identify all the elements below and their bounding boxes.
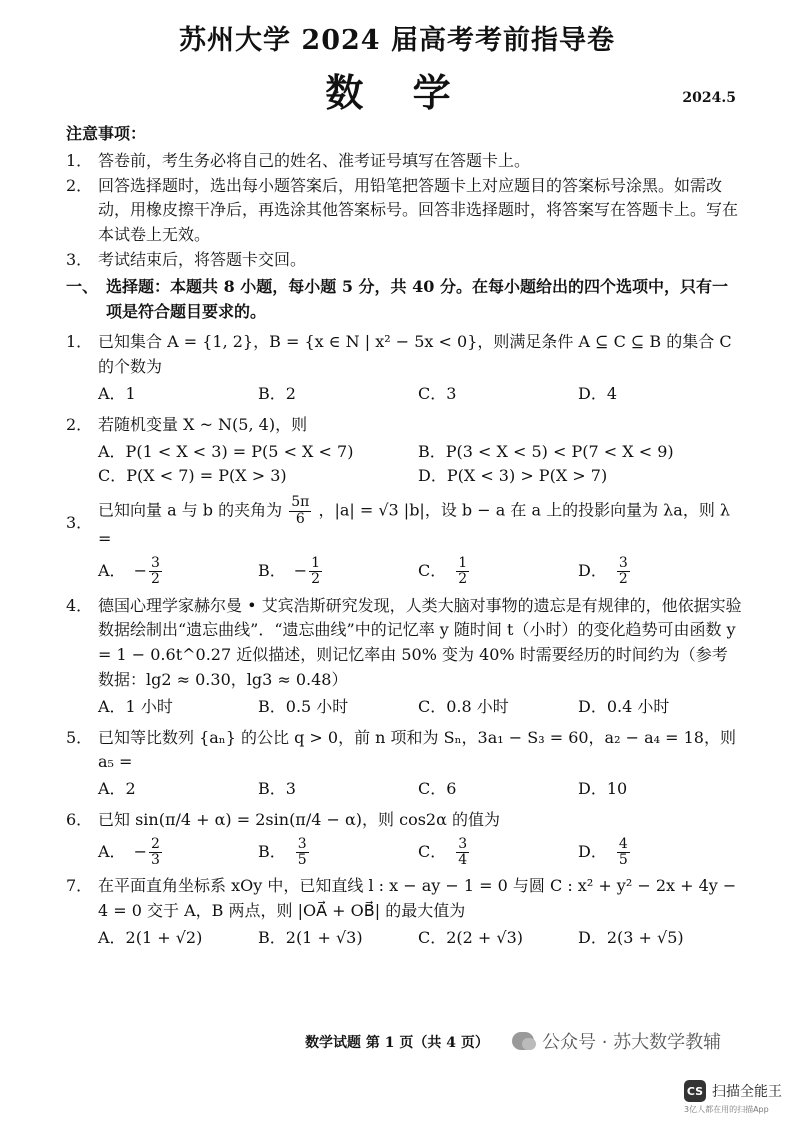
- scanner-brand: [684, 1080, 782, 1102]
- scanner-brand-name: 扫描全能王: [712, 1084, 782, 1100]
- option-sign: −: [133, 561, 147, 581]
- exam-date: 2024.5: [682, 90, 736, 106]
- camscanner-logo-icon: CS: [684, 1080, 706, 1102]
- notice-number: 2．: [66, 175, 93, 195]
- fraction-denominator: 4: [458, 852, 468, 869]
- exam-body: [66, 122, 742, 951]
- question-number: 2．: [66, 414, 93, 434]
- fraction-numerator: 2: [150, 835, 160, 852]
- section-number: 一、: [66, 276, 99, 296]
- stem-part: ，|a| = √3 |b|，设 b − a 在 a 上的投影向量为 λa，则 λ =: [98, 500, 731, 548]
- fraction-numerator: 5π: [291, 494, 310, 511]
- question-number: 3．: [66, 513, 93, 533]
- stem-part: 已知向量 a 与 b 的夹角为: [98, 500, 283, 520]
- option-b: B．0.5 小时: [258, 696, 349, 716]
- option-fraction: [456, 837, 469, 869]
- option-d: D．2(3 + √5): [578, 928, 684, 948]
- question-stem: [98, 495, 742, 552]
- option-a: A．2(1 + √2): [98, 928, 203, 948]
- option-d: D．10: [578, 779, 628, 799]
- fraction-numerator: 3: [297, 835, 307, 852]
- notice-text: 答卷前，考生务必将自己的姓名、准考证号填写在答题卡上。: [98, 150, 531, 170]
- option-a: [98, 837, 258, 869]
- question-number: 5．: [66, 727, 93, 747]
- option-label: A．: [98, 842, 126, 862]
- option-fraction: [149, 556, 162, 588]
- option-c: [418, 837, 578, 869]
- option-b: [258, 556, 418, 588]
- option-c: C．0.8 小时: [418, 696, 509, 716]
- option-label: B．: [258, 561, 286, 581]
- question-number: 6．: [66, 809, 93, 829]
- option-d: [578, 837, 738, 869]
- option-a: A．2: [98, 779, 136, 799]
- exam-title: 苏州大学 2024 届高考考前指导卷: [179, 25, 615, 56]
- question-stem: 已知 sin(π/4 + α) = 2sin(π/4 − α)，则 cos2α 的值为: [98, 809, 500, 829]
- question-stem: 在平面直角坐标系 xOy 中，已知直线 l : x − ay − 1 = 0 与圆 C : x² + y² − 2x + 4y − 4 = 0 交于 A，B 两点，则 |OA⃗ + OB⃗| 的最大值为: [98, 876, 737, 921]
- question-stem: 已知集合 A = {1, 2}，B = {x ∈ N | x² − 5x < 0}，则满足条件 A ⊆ C ⊆ B 的集合 C 的个数为: [98, 332, 732, 377]
- question-3: [66, 495, 742, 587]
- option-d: D．P(X < 3) > P(X > 7): [418, 466, 608, 486]
- scanner-tagline: 3亿人都在用的扫描App: [684, 1105, 769, 1114]
- option-b: [258, 837, 418, 869]
- option-label: C．: [418, 561, 447, 581]
- notice-item: [66, 248, 742, 273]
- notice-item: [66, 149, 742, 174]
- option-c: [418, 556, 578, 588]
- fraction-denominator: 2: [458, 571, 468, 588]
- page-footer: 数学试题 第 1 页（共 4 页）: [305, 1035, 489, 1051]
- question-stem: 已知等比数列 {aₙ} 的公比 q > 0，前 n 项和为 Sₙ，3a₁ − S₃ = 60，a₂ − a₄ = 18，则 a₅ =: [98, 727, 736, 772]
- question-6: [66, 808, 742, 869]
- notice-text: 回答选择题时，选出每小题答案后，用铅笔把答题卡上对应题目的答案标号涂黑。如需改动，用橡皮擦干净后，再选涂其他答案标号。回答非选择题时，将答案写在答题卡上。写在本试卷上无效。: [98, 175, 739, 245]
- notice-heading: 注意事项：: [66, 124, 147, 143]
- notice-item: [66, 174, 742, 248]
- option-c: C．P(X < 7) = P(X > 3): [98, 466, 287, 486]
- option-fraction: [617, 837, 630, 869]
- option-fraction: [617, 556, 630, 588]
- fraction-denominator: 5: [618, 852, 628, 869]
- option-a: [98, 556, 258, 588]
- fraction-numerator: 1: [458, 554, 468, 571]
- option-b: B．3: [258, 779, 296, 799]
- question-1: [66, 330, 742, 406]
- question-2: [66, 413, 742, 489]
- option-a: A．1 小时: [98, 696, 173, 716]
- question-7: [66, 874, 742, 950]
- option-c: C．2(2 + √3): [418, 928, 524, 948]
- option-fraction: [296, 837, 309, 869]
- fraction-numerator: 1: [311, 554, 321, 571]
- option-label: A．: [98, 561, 126, 581]
- section-heading: [66, 275, 742, 325]
- wechat-icon: [512, 1032, 534, 1050]
- option-d: D．4: [578, 383, 618, 403]
- notice-number: 3．: [66, 249, 93, 269]
- option-c: C．6: [418, 779, 457, 799]
- fraction-denominator: 2: [150, 571, 160, 588]
- question-stem: 若随机变量 X ~ N(5, 4)，则: [98, 414, 308, 434]
- option-a: A．1: [98, 383, 136, 403]
- option-sign: −: [293, 561, 308, 581]
- question-stem: 德国心理学家赫尔曼 • 艾宾浩斯研究发现，人类大脑对事物的遗忘是有规律的，他依据实验数据绘制出“遗忘曲线”．“遗忘曲线”中的记忆率 y 随时间 t（小时）的变化趋势可由函数 y = 1 − 0.6t^0.27 近似描述，则记忆率由 50% 变为 40% 时需要经历的时间约为（参考数据：lg2 ≈ 0.30，lg3 ≈ 0.48）: [98, 595, 742, 689]
- option-label: C．: [418, 842, 447, 862]
- option-label: D．: [578, 561, 607, 581]
- wechat-watermark-text: 公众号 · 苏大数学教辅: [542, 1032, 722, 1053]
- subject-title: 数 学: [325, 70, 469, 115]
- section-text: 选择题：本题共 8 小题，每小题 5 分，共 40 分。在每小题给出的四个选项中，只有一项是符合题目要求的。: [106, 276, 728, 321]
- option-b: B．2(1 + √3): [258, 928, 363, 948]
- fraction-denominator: 6: [295, 510, 305, 527]
- option-fraction: [309, 556, 322, 588]
- option-c: C．3: [418, 383, 457, 403]
- option-d: D．0.4 小时: [578, 696, 670, 716]
- question-number: 7．: [66, 876, 93, 896]
- notice-number: 1．: [66, 150, 93, 170]
- fraction-denominator: 3: [150, 852, 160, 869]
- fraction-denominator: 5: [297, 852, 307, 869]
- option-a: A．P(1 < X < 3) = P(5 < X < 7): [98, 441, 354, 461]
- option-d: [578, 556, 738, 588]
- question-5: [66, 726, 742, 802]
- option-b: B．2: [258, 383, 296, 403]
- angle-fraction: [289, 495, 311, 527]
- option-b: B．P(3 < X < 5) < P(7 < X < 9): [418, 441, 674, 461]
- fraction-numerator: 4: [618, 835, 628, 852]
- option-sign: −: [133, 842, 147, 862]
- option-fraction: [456, 556, 469, 588]
- option-fraction: [149, 837, 162, 869]
- fraction-numerator: 3: [150, 554, 160, 571]
- fraction-numerator: 3: [618, 554, 628, 571]
- question-number: 1．: [66, 332, 93, 352]
- fraction-denominator: 2: [311, 571, 321, 588]
- option-label: B．: [258, 842, 286, 862]
- fraction-numerator: 3: [458, 835, 468, 852]
- fraction-denominator: 2: [618, 571, 628, 588]
- notice-text: 考试结束后，将答题卡交回。: [98, 249, 307, 269]
- question-number: 4．: [66, 595, 93, 615]
- wechat-watermark: [512, 1028, 721, 1054]
- question-4: [66, 594, 742, 720]
- option-label: D．: [578, 842, 607, 862]
